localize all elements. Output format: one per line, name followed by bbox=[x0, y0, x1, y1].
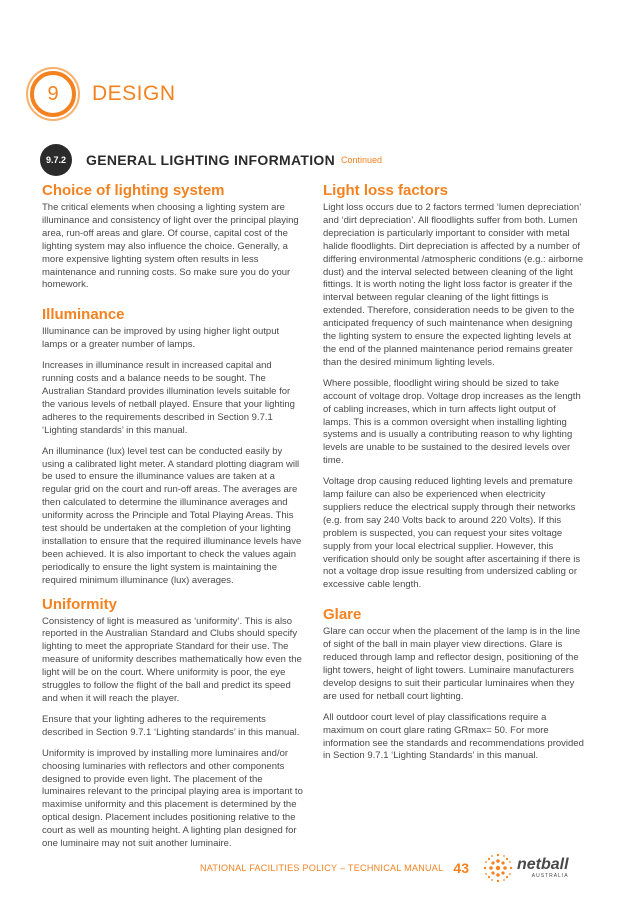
page-number: 43 bbox=[453, 860, 469, 876]
heading-choice-of-lighting: Choice of lighting system bbox=[42, 182, 225, 199]
left-column bbox=[42, 182, 304, 859]
paragraph: Uniformity is improved by installing more luminaires and/or choosing luminaries with reflectors and other components designed to provide even light. The placement of the luminaires relevant to the principal playing area is important to maximise uniformity and this placement is determined by the optical design. Placement includes positioning relative to the court as well as mounting height. A lighting plan designed for one luminaire may not suit another luminaire. bbox=[42, 747, 303, 850]
footer-title: NATIONAL FACILITIES POLICY – TECHNICAL MANUAL bbox=[200, 863, 444, 873]
paragraph: Consistency of light is measured as ‘uniformity’. This is also reported in the Australian Standard and Clubs should specify lighting to meet the appropriate Standard for their use. The measure of uniformity describes mathematically how even the light will be on the court. Where uniformity is poor, the eye struggles to follow the flight of the ball and predict its speed and when it will reach the player. bbox=[42, 615, 302, 704]
section-continued-label: Continued bbox=[340, 155, 383, 165]
paragraph: Ensure that your lighting adheres to the requirements described in Section 9.7.1 ‘Lighting standards’ in this manual. bbox=[42, 713, 300, 738]
right-column bbox=[323, 182, 585, 771]
section-title: GENERAL LIGHTING INFORMATION bbox=[86, 152, 335, 168]
logo-subtitle: AUSTRALIA bbox=[531, 873, 569, 879]
section-header bbox=[40, 144, 382, 176]
paragraph: Increases in illuminance result in increased capital and running costs and a balance needs to be sought. The Australian Standard provides illumination levels suitable for the various levels of netball played. Ensure that your lighting adheres to the requirements described in Section 9.7.1 ‘Lighting standards’ in this manual. bbox=[42, 360, 295, 436]
paragraph: The critical elements when choosing a lighting system are illuminance and consistency of light over the principal playing area, run-off areas and glare. Of course, capital cost of the lighting system may also influence the choice. Generally, a more expensive lighting system often results in less maintenance and running costs. So make sure you do your homework. bbox=[42, 202, 299, 291]
heading-illuminance: Illuminance bbox=[42, 306, 125, 324]
paragraph: An illuminance (lux) level test can be conducted easily by using a calibrated light meter. A standard plotting diagram will be used to ensure the illuminance values are taken at a regular grid on the court and run-off areas. The averages are then calculated to determine the illuminance averages and uniformity across the Principle and Total Playing Areas. This test should be undertaken at the completion of your lighting installation to ensure that the required illuminance levels have been achieved. It is also important to check the values again periodically to ensure the light system is maintaining the required minimum illuminance (lux) averages. bbox=[42, 445, 302, 586]
chapter-number: 9 bbox=[47, 82, 59, 105]
heading-light-loss-factors: Light loss factors bbox=[323, 182, 449, 199]
paragraph: All outdoor court level of play classifications require a maximum on court glare rating GRmax= 50. For more information see the standards and recommendations provided in Section 9.7.1 ‘Lighting Standards’ in this manual. bbox=[323, 711, 584, 762]
paragraph: Where possible, floodlight wiring should be sized to take account of voltage drop. Voltage drop increases as the length of cabling increases, which in turn affects light output of lamps. This is a common oversight when installing lighting systems and is usually a contributing reason to why lighting levels are unable to be sustained to the desired levels over time. bbox=[323, 377, 581, 467]
section-number-badge: 9.7.2 bbox=[40, 144, 72, 176]
chapter-title: DESIGN bbox=[92, 82, 176, 105]
burst-icon bbox=[481, 851, 515, 885]
logo-name: netball bbox=[516, 856, 569, 873]
paragraph: Light loss occurs due to 2 factors termed ‘lumen depreciation’ and ‘dirt depreciation’. All floodlights suffer from both. Lumen depreciation is particularly important to consider with metal halide floodlights. Dirt depreciation is affected by a number of differing environmental /atmospheric conditions (e.g.: airborne dust) and the interval selected between cleaning of the light fittings. It is worth noting the light loss factor is greater if the interval between regular cleaning of the light fittings is extended. Therefore, consideration needs to be given to the anticipated frequency of such maintenance when designing the lighting system to ensure the expected lighting levels at the end of the planned maintenance period remains greater than the desired minimum lighting levels. bbox=[323, 202, 584, 368]
chapter-number-circle bbox=[30, 71, 76, 117]
page-footer bbox=[200, 848, 600, 888]
paragraph: Illuminance can be improved by using higher light output lamps or a greater number of lamps. bbox=[42, 326, 280, 351]
chapter-header bbox=[30, 70, 176, 118]
paragraph: Glare can occur when the placement of the lamp is in the line of sight of the ball in main player view directions. Glare is reduced through lamp and reflector design, positioning of the light towers, height of light towers. Luminaire manufacturers develop designs to suit their particular luminaires when they are used for netball court lighting. bbox=[323, 626, 581, 702]
heading-uniformity: Uniformity bbox=[42, 595, 117, 613]
netball-logo bbox=[481, 851, 569, 885]
heading-glare: Glare bbox=[323, 606, 362, 624]
paragraph: Voltage drop causing reduced lighting levels and premature lamp failure can also be experienced when electricity suppliers reduce the electrical supply through their networks (e.g. from say 240 Volts back to around 220 Volts). If this problem is suspected, you can request your sites voltage supply from your local electrical supplier. However, this verification should only be sought after ascertaining if there is not a voltage drop issue resulting from undersized cabling or excessive cable length. bbox=[323, 476, 581, 591]
